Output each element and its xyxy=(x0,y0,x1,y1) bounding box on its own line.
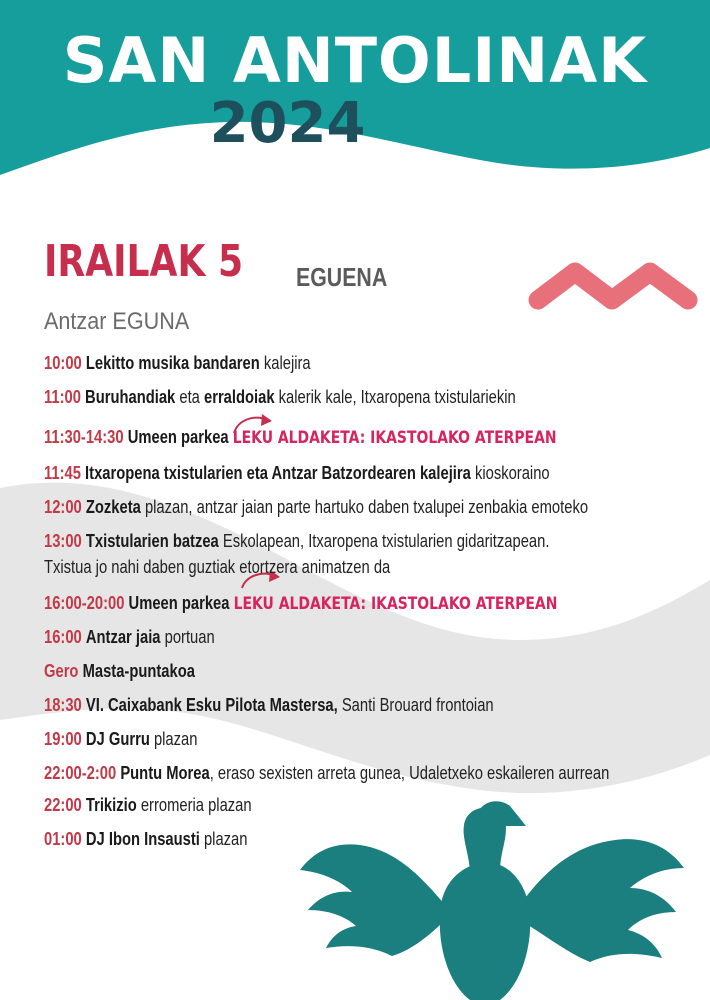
event-title-secondary: erraldoiak xyxy=(203,387,275,407)
event-detail: plazan, antzar jaian parte hartuko daben txalupei zenbakia emoteko xyxy=(140,497,589,517)
event-title: Puntu Morea xyxy=(120,763,210,783)
event-detail: kalerik kale, Itxaropena txistulariekin xyxy=(274,387,516,407)
location-change-alert: LEKU ALDAKETA: IKASTOLAKO ATERPEAN xyxy=(232,428,557,448)
event-time: 10:00 xyxy=(44,353,82,373)
event-time: 22:00-2:00 xyxy=(44,763,117,783)
event-detail: plazan xyxy=(199,829,248,849)
event-title: VI. Caixabank Esku Pilota Mastersa, xyxy=(85,695,338,715)
event-time: 18:30 xyxy=(44,695,82,715)
event-time: 11:30-14:30 xyxy=(44,427,124,447)
location-change-alert: LEKU ALDAKETA: IKASTOLAKO ATERPEAN xyxy=(233,594,558,614)
event-detail: Txistua jo nahi daben guztiak etortzera animatzen da xyxy=(44,557,391,577)
schedule-item xyxy=(44,386,516,408)
event-time: 19:00 xyxy=(44,729,82,749)
event-title: Itxaropena txistularien eta Antzar Batzordearen kalejira xyxy=(85,463,471,483)
event-title: Antzar jaia xyxy=(85,627,161,647)
event-time: 11:45 xyxy=(44,463,81,483)
event-title: Umeen parkea xyxy=(128,593,230,613)
event-title: Lekitto musika bandaren xyxy=(85,353,260,373)
event-detail: Santi Brouard frontoian xyxy=(337,695,494,715)
event-time: 16:00-20:00 xyxy=(44,593,125,613)
event-detail: erromeria plazan xyxy=(136,795,252,815)
event-title: Umeen parkea xyxy=(127,427,229,447)
schedule-item xyxy=(44,462,550,484)
event-detail: portuan xyxy=(160,627,215,647)
schedule-item xyxy=(44,762,609,784)
goose-silhouette xyxy=(300,801,684,1000)
event-detail: kalejira xyxy=(259,353,311,373)
event-time: 16:00 xyxy=(44,627,82,647)
schedule-item xyxy=(44,694,494,716)
event-time: 22:00 xyxy=(44,795,82,815)
schedule-item xyxy=(44,828,247,850)
event-title: DJ Gurru xyxy=(85,729,150,749)
day-heading xyxy=(44,236,287,287)
poster-title: SAN ANTOLINAK xyxy=(62,24,648,97)
schedule-item xyxy=(44,794,252,816)
event-detail: , eraso sexisten arreta gunea, Udaletxeko eskaileren aurrean xyxy=(209,763,610,783)
weekday-label: EGUENA xyxy=(296,262,388,292)
schedule-item xyxy=(44,728,197,750)
event-detail: plazan xyxy=(149,729,198,749)
event-title: Masta-puntakoa xyxy=(82,661,195,681)
schedule-item xyxy=(44,660,195,682)
schedule-item xyxy=(44,592,557,615)
poster-year: 2024 xyxy=(209,91,366,156)
event-title: Txistularien batzea xyxy=(85,531,219,551)
event-title: Zozketa xyxy=(85,497,141,517)
event-time: 11:00 xyxy=(44,387,81,407)
event-time: 01:00 xyxy=(44,829,82,849)
schedule-item xyxy=(44,496,588,518)
day-subtitle: Antzar EGUNA xyxy=(44,308,190,335)
day-title: IRAILAK 5 xyxy=(44,236,244,287)
event-time: 12:00 xyxy=(44,497,82,517)
event-time: 13:00 xyxy=(44,531,82,551)
schedule-item xyxy=(44,530,549,552)
event-detail: kioskoraino xyxy=(470,463,550,483)
schedule-item xyxy=(44,352,311,374)
schedule-item-continuation xyxy=(44,556,390,578)
schedule-item xyxy=(44,426,557,449)
event-title: Trikizio xyxy=(85,795,137,815)
zigzag-decoration xyxy=(538,272,688,300)
event-time: Gero xyxy=(44,661,79,681)
event-title: Buruhandiak xyxy=(85,387,176,407)
event-detail: Eskolapean, Itxaropena txistularien gidaritzapean. xyxy=(218,531,550,551)
schedule-item xyxy=(44,626,215,648)
event-title: DJ Ibon Insausti xyxy=(85,829,200,849)
event-connector: eta xyxy=(175,387,204,407)
